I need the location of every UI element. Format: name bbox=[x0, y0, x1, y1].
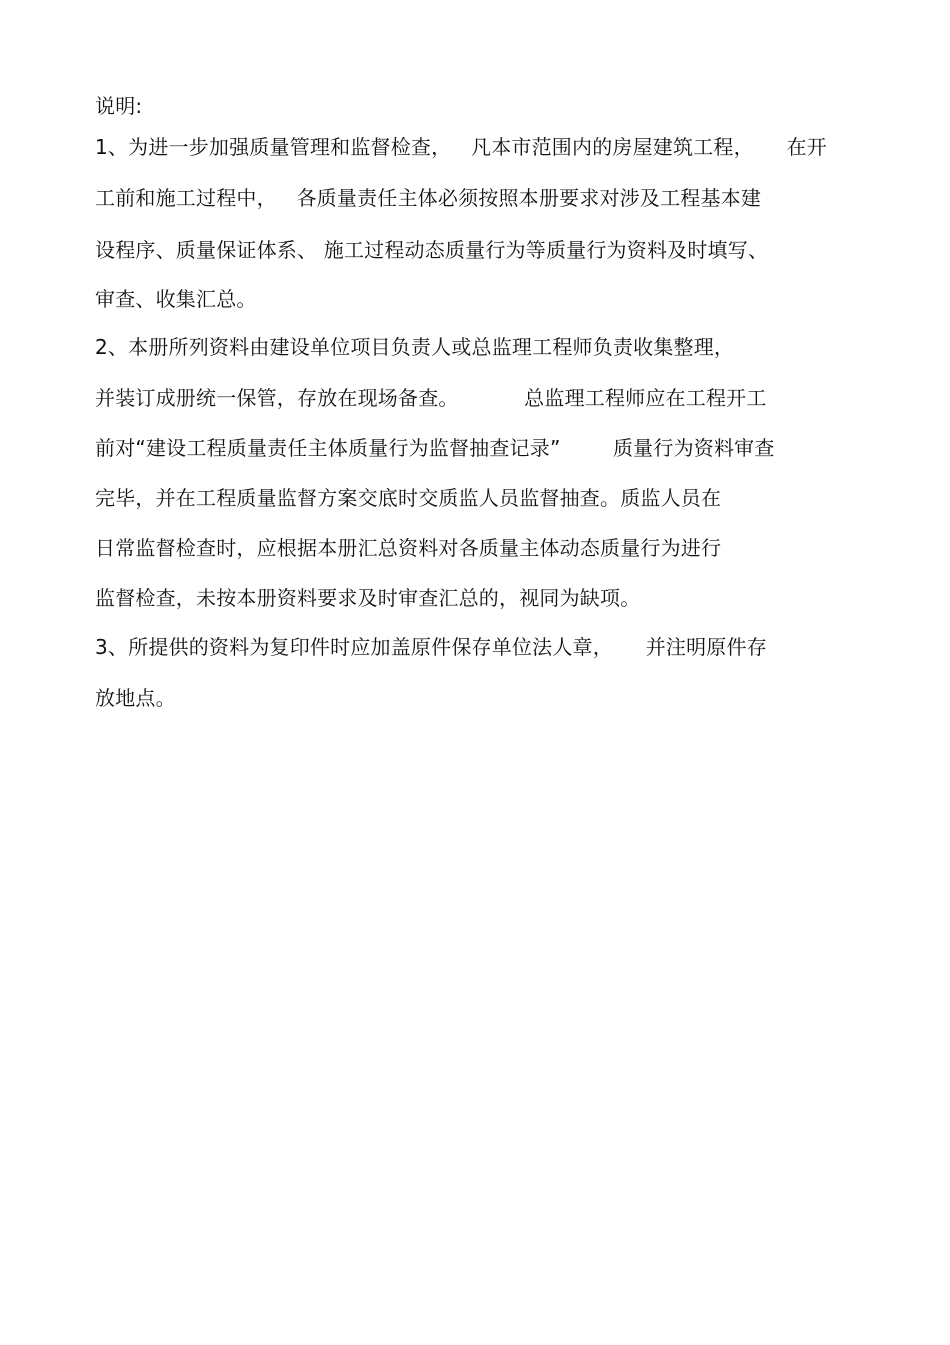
text-line-8: 完毕，并在工程质量监督方案交底时交质监人员监督抽查。质监人员在 bbox=[95, 486, 722, 510]
text-line-12: 放地点。 bbox=[95, 686, 176, 710]
text-line-10: 监督检查，未按本册资料要求及时审查汇总的，视同为缺项。 bbox=[95, 586, 641, 610]
document-heading: 说明: bbox=[95, 94, 143, 118]
text-line-11: 3、所提供的资料为复印件时应加盖原件保存单位法人章， 并注明原件存 bbox=[95, 635, 767, 659]
text-line-7: 前对“建设工程质量责任主体质量行为监督抽查记录” 质量行为资料审查 bbox=[95, 436, 775, 460]
text-line-1: 1、为进一步加强质量管理和监督检查， 凡本市范围内的房屋建筑工程， 在开 bbox=[95, 135, 827, 159]
text-line-5: 2、本册所列资料由建设单位项目负责人或总监理工程师负责收集整理， bbox=[95, 335, 735, 359]
text-line-4: 审查、收集汇总。 bbox=[95, 287, 257, 311]
text-line-3: 设程序、质量保证体系、 施工过程动态质量行为等质量行为资料及时填写、 bbox=[95, 238, 769, 262]
text-line-9: 日常监督检查时，应根据本册汇总资料对各质量主体动态质量行为进行 bbox=[95, 536, 722, 560]
text-line-2: 工前和施工过程中， 各质量责任主体必须按照本册要求对涉及工程基本建 bbox=[95, 186, 762, 210]
text-line-6: 并装订成册统一保管，存放在现场备查。 总监理工程师应在工程开工 bbox=[95, 386, 767, 410]
